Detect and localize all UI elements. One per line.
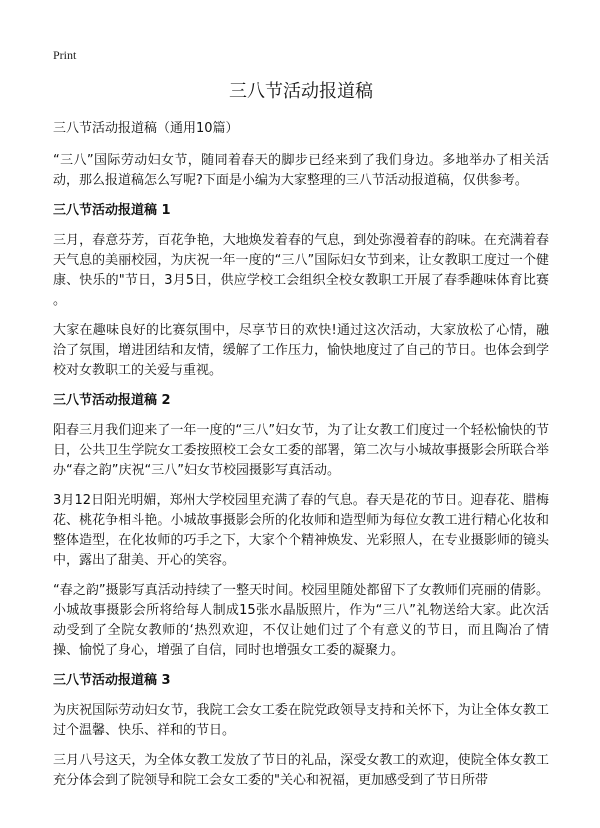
page-title: 三八节活动报道稿 bbox=[229, 81, 373, 102]
section-paragraph: 三月，春意芬芳，百花争艳，大地焕发着春的气息，到处弥漫着春的韵味。在充满着春天气息的美丽校园，为庆祝一年一度的“三八”国际妇女节到来，让女教职工度过一个健康、快乐的"节日，3月5日，供应学校工会组织全校女教职工开展了春季趣味体育比赛 。 bbox=[53, 233, 549, 308]
section-paragraph: 大家在趣味良好的比赛氛围中，尽享节日的欢快!通过这次活动，大家放松了心情，融洽了氛围，增进团结和友情，缓解了工作压力，愉快地度过了自己的节日。也体会到学校对女教职工的关爱与重视。 bbox=[53, 323, 549, 378]
section-2 bbox=[53, 391, 549, 661]
section-paragraph: “春之韵”摄影写真活动持续了一整天时间。校园里随处都留下了女教师们亮丽的倩影。小城故事摄影会所将给每人制成15张水晶版照片，作为“三八”礼物送给大家。此次活动受到了全院女教师的‘热烈欢迎，不仅让她们过了个有意义的节日，而且陶冶了情操、愉悦了身心，增强了自信，同时也增强女工委的凝聚力。 bbox=[53, 583, 549, 658]
document-content bbox=[53, 79, 549, 801]
section-paragraph: 三月八号这天，为全体女教工发放了节日的礼品，深受女教工的欢迎，使院全体女教工充分体会到了院领导和院工会女工委的"关心和祝福，更加感受到了节日所带 bbox=[53, 753, 549, 788]
section-heading: 三八节活动报道稿 2 bbox=[53, 393, 171, 408]
section-paragraph: 为庆祝国际劳动妇女节，我院工会女工委在院党政领导支持和关怀下，为让全体女教工过个温馨、快乐、祥和的节日。 bbox=[53, 703, 549, 738]
intro-paragraph: “三八”国际劳动妇女节，随同着春天的脚步已经来到了我们身边。多地举办了相关活动，那么报道稿怎么写呢?下面是小编为大家整理的三八节活动报道稿，仅供参考。 bbox=[53, 153, 549, 188]
section-heading: 三八节活动报道稿 3 bbox=[53, 673, 171, 688]
section-heading: 三八节活动报道稿 1 bbox=[53, 203, 171, 218]
section-3 bbox=[53, 671, 549, 791]
section-paragraph: 阳春三月我们迎来了一年一度的“三八”妇女节，为了让女教工们度过一个轻松愉快的节日，公共卫生学院女工委按照校工会女工委的部署，第二次与小城故事摄影会所联合举办“春之韵”庆祝“三八”妇女节校园摄影写真活动。 bbox=[53, 423, 549, 478]
section-paragraph: 3月12日阳光明媚，郑州大学校园里充满了春的气息。春天是花的节日。迎春花、腊梅花、桃花争相斗艳。小城故事摄影会所的化妆师和造型师为每位女教工进行精心化妆和整体造型，在化妆师的巧手之下，大家个个精神焕发、光彩照人，在专业摄影师的镜头中，露出了甜美、开心的笑容。 bbox=[53, 493, 549, 568]
print-link[interactable]: Print bbox=[53, 48, 77, 62]
document-subtitle: 三八节活动报道稿（通用10篇） bbox=[53, 121, 239, 136]
section-1 bbox=[53, 201, 549, 381]
